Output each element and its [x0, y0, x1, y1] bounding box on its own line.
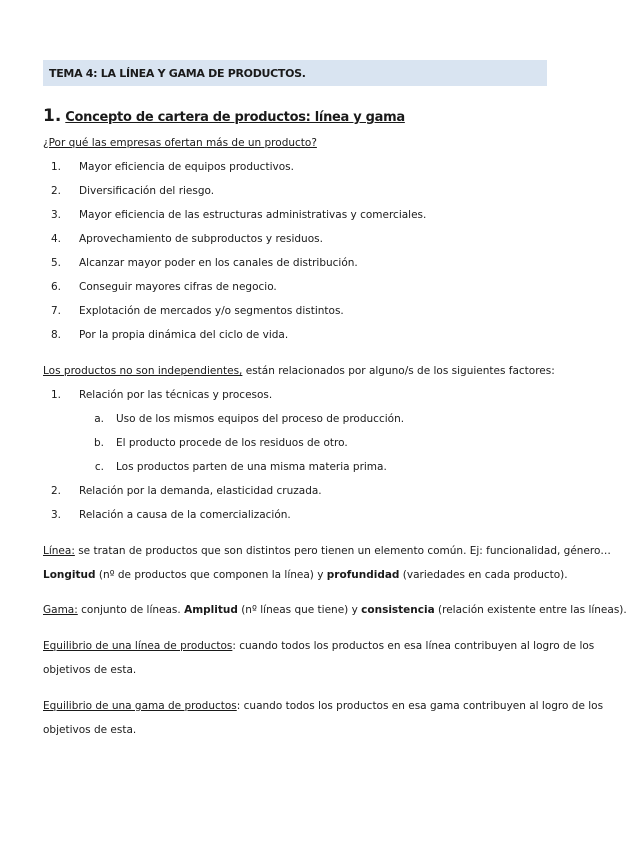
subfactor-item: b. El producto procede de los residuos de otro.: [93, 437, 348, 449]
section-number: 1.: [43, 106, 62, 126]
page-title: TEMA 4: LA LÍNEA Y GAMA DE PRODUCTOS.: [49, 67, 306, 80]
section-title: Concepto de cartera de productos: línea y gama: [65, 110, 405, 125]
equilibrio-linea-continuation: objetivos de esta.: [43, 664, 137, 676]
list-item: 4. Aprovechamiento de subproductos y residuos.: [50, 233, 323, 245]
subfactor-item: c. Los productos parten de una misma materia prima.: [94, 461, 387, 473]
linea-definition: Línea: se tratan de productos que son distintos pero tienen un elemento común. Ej: funcionalidad, género…: [43, 545, 611, 557]
list-item: 2. Diversificación del riesgo.: [50, 185, 215, 197]
factor-item: 3. Relación a causa de la comercialización.: [50, 509, 291, 521]
factor-item: 2. Relación por la demanda, elasticidad cruzada.: [50, 485, 322, 497]
list-item: 6. Conseguir mayores cifras de negocio.: [50, 281, 277, 293]
subfactor-item: a. Uso de los mismos equipos del proceso de producción.: [94, 413, 405, 425]
dependence-intro: Los productos no son independientes, están relacionados por alguno/s de los siguientes factores:: [43, 365, 555, 377]
list-item: 1. Mayor eficiencia de equipos productivos.: [50, 161, 294, 173]
factor-item: 1. Relación por las técnicas y procesos.: [50, 389, 273, 401]
list-item: 3. Mayor eficiencia de las estructuras administrativas y comerciales.: [50, 209, 427, 221]
equilibrio-gama-continuation: objetivos de esta.: [43, 724, 137, 736]
equilibrio-linea-definition: Equilibrio de una línea de productos: cuando todos los productos en esa línea contribuyen al logro de los: [43, 640, 595, 652]
section-heading: [43, 106, 405, 126]
list-item: 5. Alcanzar mayor poder en los canales de distribución.: [50, 257, 358, 269]
linea-measures: Longitud (nº de productos que componen la línea) y profundidad (variedades en cada producto).: [43, 569, 568, 581]
list-item: 8. Por la propia dinámica del ciclo de vida.: [50, 329, 289, 341]
equilibrio-gama-definition: Equilibrio de una gama de productos: cuando todos los productos en esa gama contribuyen al logro de los: [43, 700, 604, 712]
question-text: ¿Por qué las empresas ofertan más de un producto?: [43, 137, 317, 149]
list-item: 7. Explotación de mercados y/o segmentos distintos.: [50, 305, 344, 317]
gama-definition: Gama: conjunto de líneas. Amplitud (nº líneas que tiene) y consistencia (relación existente entre las líneas).: [43, 604, 627, 616]
title-bar: [43, 60, 547, 86]
